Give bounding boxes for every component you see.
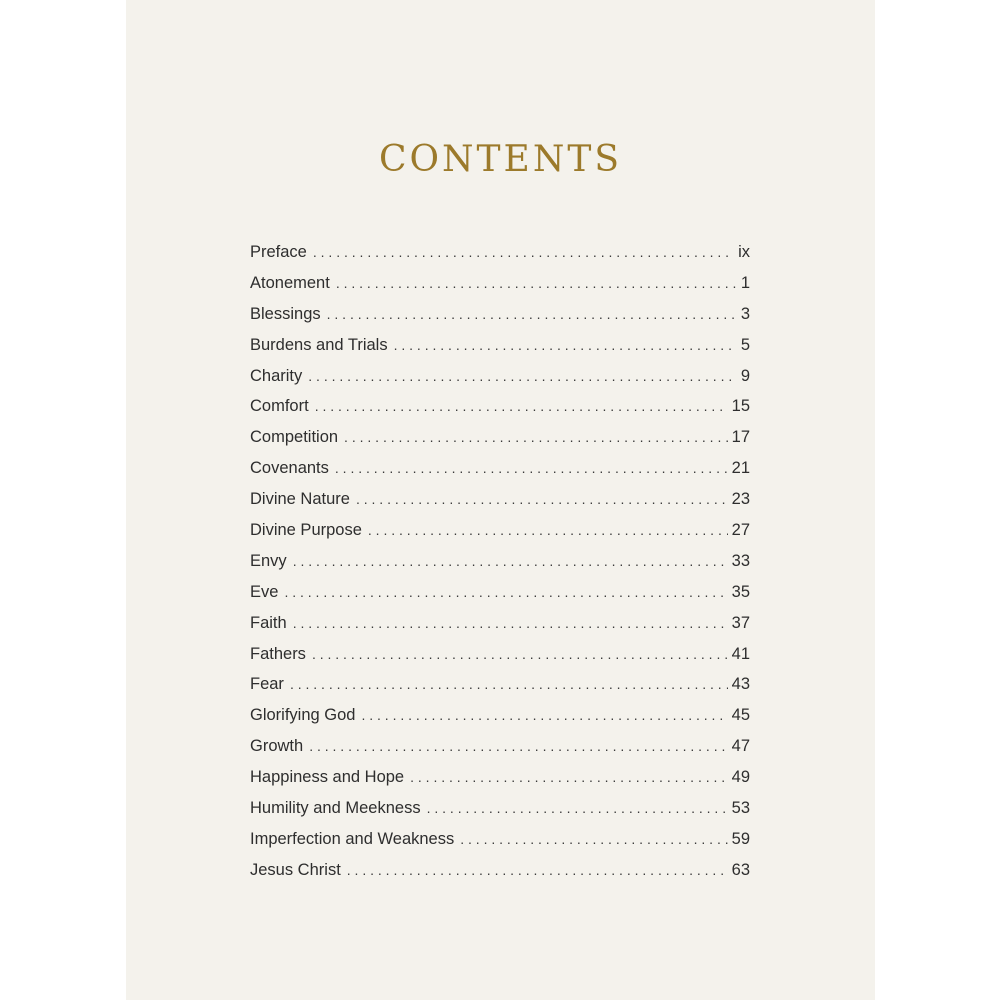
- toc-entry-title: Divine Nature: [250, 490, 350, 509]
- dot-leader: [308, 368, 737, 384]
- toc-entry: [250, 521, 750, 552]
- toc-entry-page: 63: [731, 860, 750, 879]
- toc-entry-title: Humility and Meekness: [250, 799, 421, 818]
- dot-leader: [315, 398, 728, 414]
- toc-entry-title: Burdens and Trials: [250, 335, 388, 354]
- toc-entry: [250, 243, 750, 274]
- dot-leader: [356, 491, 728, 507]
- toc-entry-title: Fear: [250, 675, 284, 694]
- toc-entry: [250, 336, 750, 367]
- dot-leader: [368, 522, 728, 538]
- toc-entry-page: 9: [740, 366, 750, 385]
- toc-entry-page: 41: [731, 644, 750, 663]
- toc-entry-title: Atonement: [250, 273, 330, 292]
- toc-entry-page: 49: [731, 768, 750, 787]
- toc-entry: [250, 645, 750, 676]
- toc-entry: [250, 428, 750, 459]
- toc-entry: [250, 583, 750, 614]
- toc-entry-page: 5: [740, 335, 750, 354]
- toc-entry-page: 33: [731, 551, 750, 570]
- toc-entry-title: Competition: [250, 428, 339, 447]
- toc-entry-title: Fathers: [250, 644, 306, 663]
- toc-entry-page: 45: [731, 706, 750, 725]
- toc-entry: [250, 274, 750, 305]
- toc-entry-title: Imperfection and Weakness: [250, 829, 455, 848]
- toc-entry-title: Blessings: [250, 304, 321, 323]
- dot-leader: [312, 646, 728, 662]
- toc-entry-title: Comfort: [250, 397, 309, 416]
- toc-entry-page: 59: [731, 829, 750, 848]
- toc-entry-title: Jesus Christ: [250, 860, 341, 879]
- toc-entry-title: Faith: [250, 613, 287, 632]
- toc-entry-page: 1: [740, 273, 750, 292]
- dot-leader: [290, 676, 728, 692]
- dot-leader: [460, 831, 727, 847]
- toc-entry: [250, 830, 750, 861]
- toc-entry-page: 3: [740, 304, 750, 323]
- toc-entry-title: Divine Purpose: [250, 521, 362, 540]
- dot-leader: [344, 429, 728, 445]
- toc-entry: [250, 614, 750, 645]
- dot-leader: [327, 306, 737, 322]
- toc-entry: [250, 490, 750, 521]
- dot-leader: [427, 800, 728, 816]
- book-page: [126, 0, 875, 1000]
- toc-entry: [250, 706, 750, 737]
- dot-leader: [293, 553, 728, 569]
- toc-entry-page: 35: [731, 582, 750, 601]
- toc-entry: [250, 552, 750, 583]
- toc-entry: [250, 737, 750, 768]
- toc-entry-title: Glorifying God: [250, 706, 356, 725]
- toc-entry: [250, 861, 750, 892]
- toc-entry: [250, 799, 750, 830]
- dot-leader: [293, 615, 728, 631]
- toc-entry-page: 53: [731, 799, 750, 818]
- toc-entry: [250, 675, 750, 706]
- toc-entry: [250, 459, 750, 490]
- toc-entry-page: 17: [731, 428, 750, 447]
- dot-leader: [347, 862, 728, 878]
- table-of-contents: [250, 243, 750, 892]
- toc-entry-title: Envy: [250, 551, 287, 570]
- dot-leader: [313, 244, 734, 260]
- toc-entry-page: 43: [731, 675, 750, 694]
- toc-entry-page: 27: [731, 521, 750, 540]
- dot-leader: [336, 275, 737, 291]
- toc-entry: [250, 305, 750, 336]
- page-title: CONTENTS: [378, 139, 623, 180]
- toc-entry-title: Eve: [250, 582, 279, 601]
- toc-entry-page: 21: [731, 459, 750, 478]
- dot-leader: [394, 337, 737, 353]
- toc-entry-page: 47: [731, 737, 750, 756]
- dot-leader: [361, 707, 727, 723]
- toc-entry-page: ix: [738, 243, 750, 261]
- toc-entry-title: Preface: [250, 243, 307, 261]
- toc-entry-page: 23: [731, 490, 750, 509]
- toc-entry-title: Charity: [250, 366, 303, 385]
- dot-leader: [284, 584, 727, 600]
- toc-entry: [250, 367, 750, 398]
- dot-leader: [410, 769, 728, 785]
- toc-entry-title: Covenants: [250, 459, 329, 478]
- toc-entry-page: 15: [731, 397, 750, 416]
- toc-entry-title: Happiness and Hope: [250, 768, 405, 787]
- dot-leader: [335, 460, 728, 476]
- dot-leader: [309, 738, 727, 754]
- toc-entry-title: Growth: [250, 737, 304, 756]
- toc-entry: [250, 768, 750, 799]
- toc-entry: [250, 397, 750, 428]
- toc-entry-page: 37: [731, 613, 750, 632]
